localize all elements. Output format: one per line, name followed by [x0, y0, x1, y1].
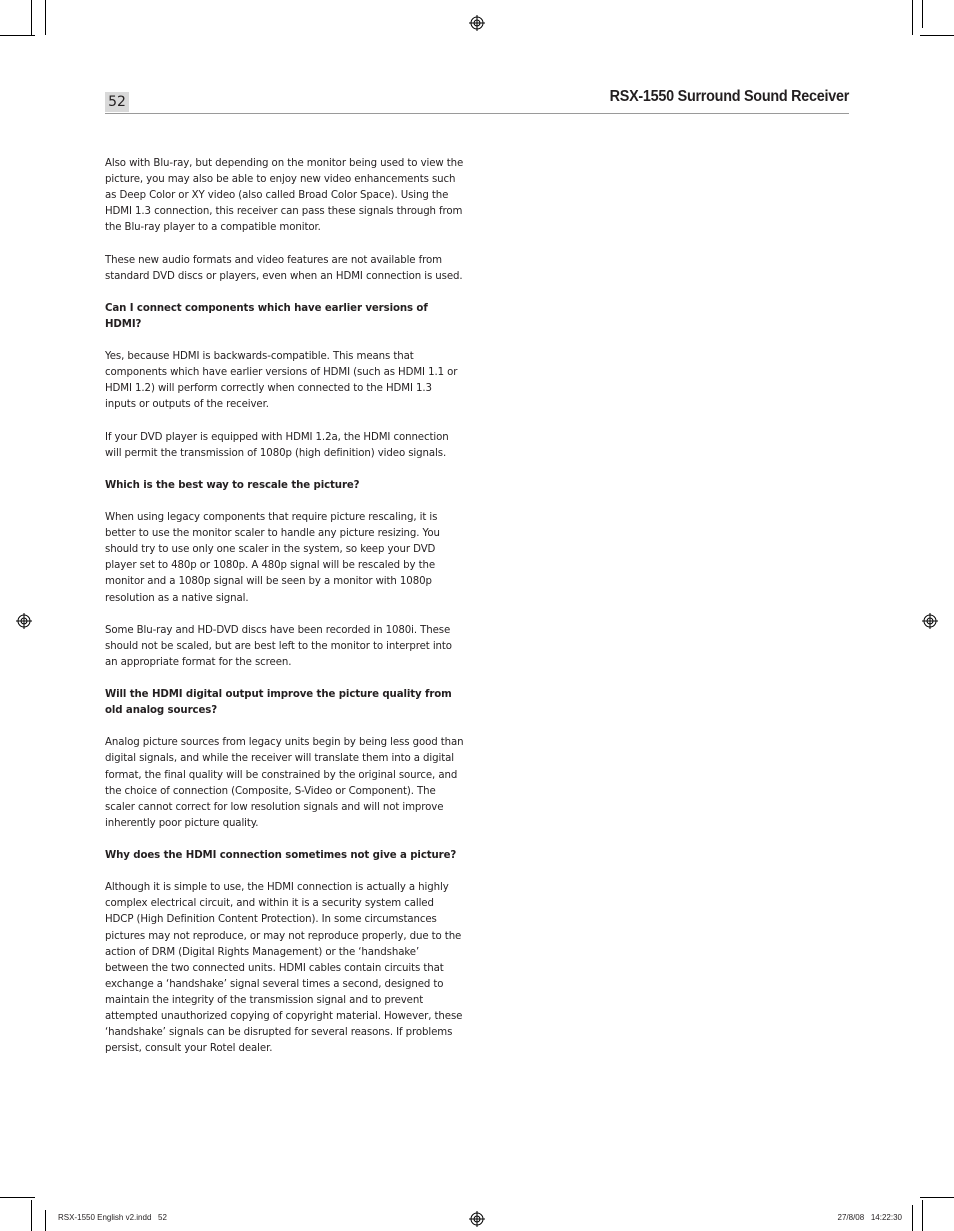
crop-mark	[45, 0, 46, 35]
crop-mark	[920, 1197, 954, 1198]
question-heading: Will the HDMI digital output improve the picture quality from old analog sources?	[105, 689, 452, 717]
crop-mark	[920, 35, 954, 36]
crop-mark	[45, 1210, 46, 1231]
paragraph: Yes, because HDMI is backwards-compatible. This means that components which have earlier versions of HDMI (such as HDMI 1.1 or HDMI 1.2) will perform correctly when connected to the HDMI 1.3 inputs or outputs of the receiver.	[105, 351, 458, 411]
registration-mark-icon	[469, 1211, 485, 1227]
paragraph: Although it is simple to use, the HDMI connection is actually a highly complex electrical circuit, and within it is a security system called HDCP (High Definition Content Protection). In some circumstances pictures may not reproduce, or may not reproduce properly, due to the action of DRM (Digital Rights Management) or the ‘handshake’ between the two connected units. HDMI cables contain circuits that exchange a ‘handshake’ signal several times a second, designed to maintain the integrity of the transmission signal and to prevent attempted unauthorized copying of copyright material. However, these ‘handshake’ signals can be disrupted for several reasons. If problems persist, consult your Rotel dealer.	[105, 882, 463, 1055]
paragraph: If your DVD player is equipped with HDMI 1.2a, the HDMI connection will permit the transmission of 1080p (high definition) video signals.	[105, 431, 449, 459]
paragraph: Also with Blu-ray, but depending on the monitor being used to view the picture, you may also be able to enjoy new video enhancements such as Deep Color or XY video (also called Broad Color Space). Using the HDMI 1.3 connection, this receiver can pass these signals through from the Blu-ray player to a compatible monitor.	[105, 158, 464, 234]
header-divider	[105, 113, 849, 114]
registration-mark-icon	[922, 613, 938, 629]
footer-file-info: RSX-1550 English v2.indd 52	[58, 1213, 167, 1222]
question-heading: Which is the best way to rescale the picture?	[105, 479, 360, 491]
question-heading: Why does the HDMI connection sometimes not give a picture?	[105, 850, 457, 862]
question-heading: Can I connect components which have earlier versions of HDMI?	[105, 302, 428, 330]
paragraph: Some Blu-ray and HD-DVD discs have been recorded in 1080i. These should not be scaled, but are best left to the monitor to interpret into an appropriate format for the screen.	[105, 624, 452, 668]
crop-mark	[31, 1200, 32, 1231]
crop-mark	[922, 0, 923, 28]
crop-mark	[912, 1205, 913, 1231]
registration-mark-icon	[469, 15, 485, 31]
paragraph: Analog picture sources from legacy units begin by being less good than digital signals, and while the receiver will translate them into a digital format, the final quality will be constrained by the original source, and the choice of connection (Composite, S-Video or Component). The scaler cannot correct for low resolution signals and will not improve inherently poor picture quality.	[105, 737, 464, 829]
crop-mark	[912, 0, 913, 35]
crop-mark	[31, 0, 32, 35]
crop-mark	[0, 35, 35, 36]
footer-date-time: 27/8/08 14:22:30	[837, 1213, 902, 1222]
crop-mark	[922, 1200, 923, 1231]
page-number: 52	[105, 92, 129, 112]
paragraph: These new audio formats and video features are not available from standard DVD discs or players, even when an HDMI connection is used.	[105, 254, 463, 282]
crop-mark	[0, 1197, 35, 1198]
paragraph: When using legacy components that require picture rescaling, it is better to use the monitor scaler to handle any picture resizing. You should try to use only one scaler in the system, so keep your DVD player set to 480p or 1080p. A 480p signal will be rescaled by the monitor and a 1080p signal will be seen by a monitor with 1080p resolution as a native signal.	[105, 512, 440, 604]
registration-mark-icon	[16, 613, 32, 629]
body-column	[105, 156, 465, 1073]
page-title: RSX-1550 Surround Sound Receiver	[609, 88, 849, 105]
